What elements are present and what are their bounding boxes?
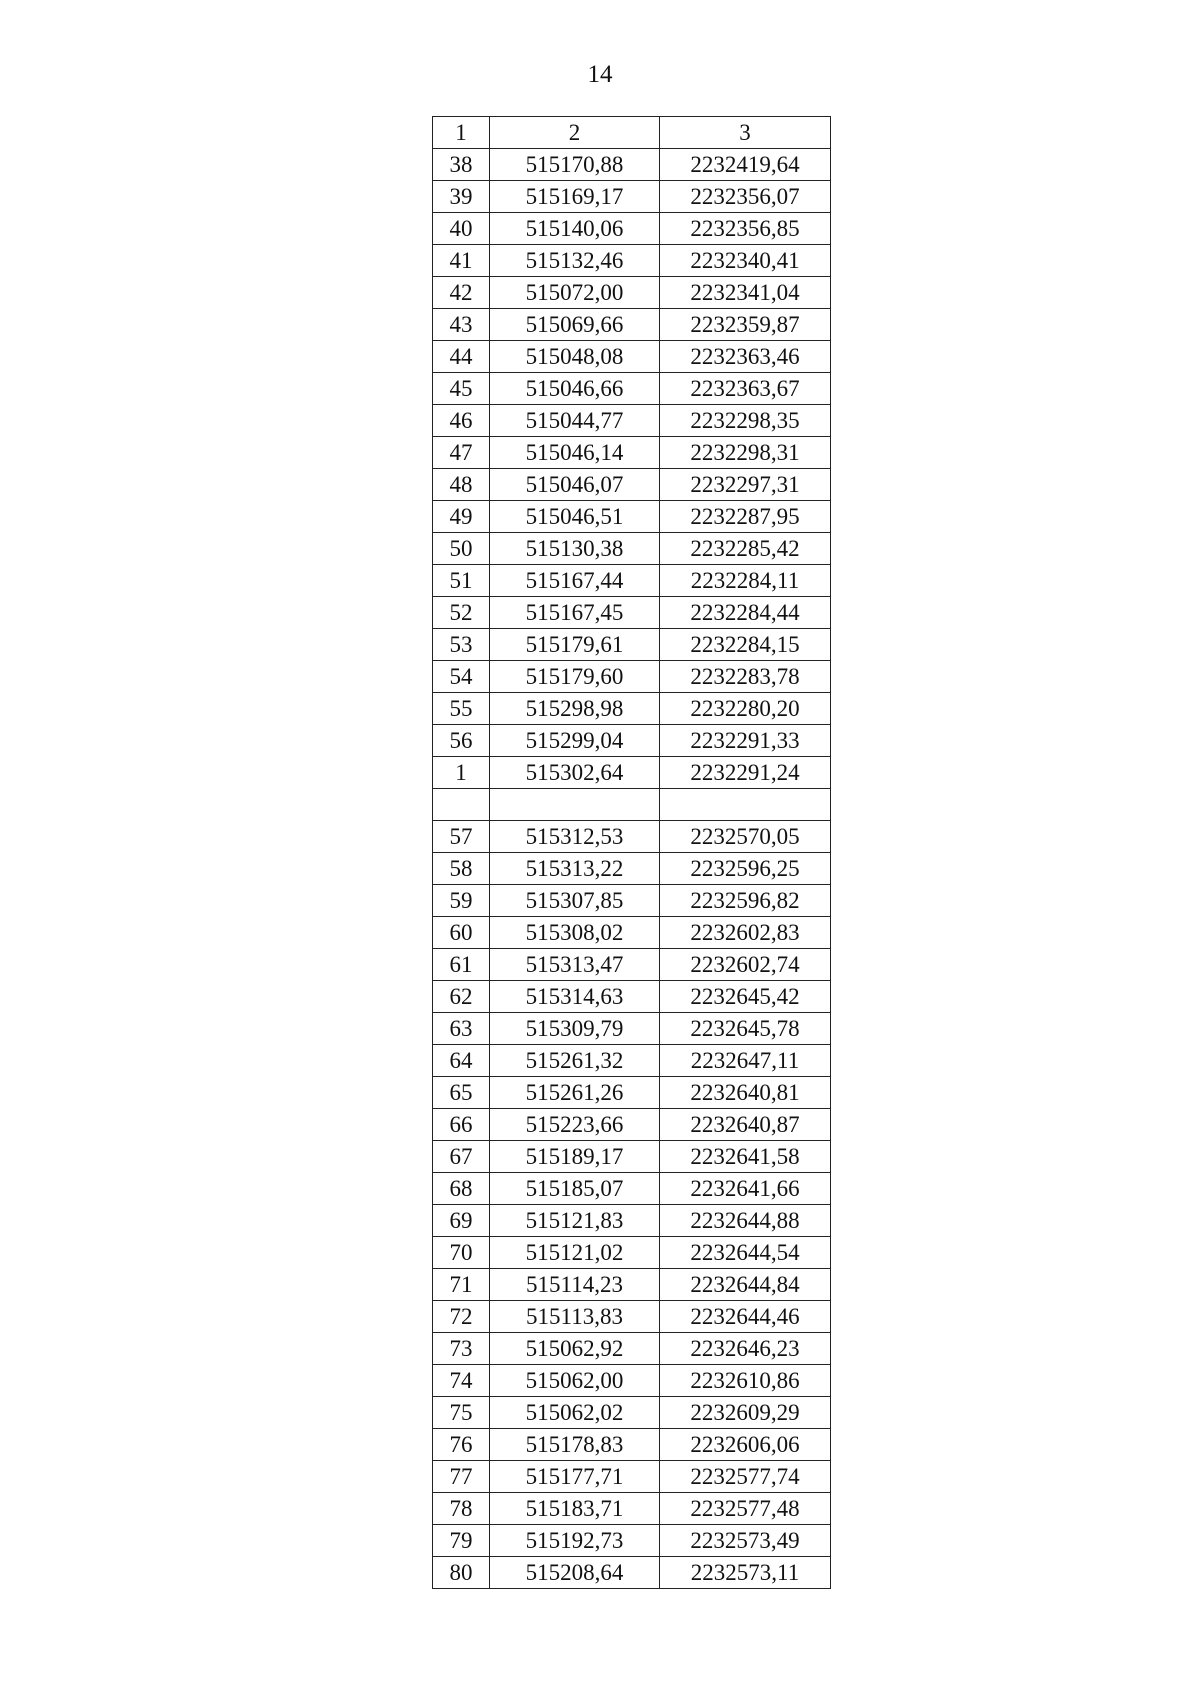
x-coordinate-cell: 515179,60 [490,661,660,693]
point-number-cell: 49 [433,501,490,533]
table-row [433,1525,831,1557]
y-coordinate-cell: 2232287,95 [660,501,831,533]
table-row [433,1237,831,1269]
x-coordinate-cell: 515261,32 [490,1045,660,1077]
table-header-row [433,117,831,149]
x-coordinate-cell [490,789,660,821]
y-coordinate-cell: 2232297,31 [660,469,831,501]
y-coordinate-cell: 2232291,24 [660,757,831,789]
x-coordinate-cell: 515072,00 [490,277,660,309]
y-coordinate-cell: 2232283,78 [660,661,831,693]
point-number-cell: 73 [433,1333,490,1365]
table-row [433,245,831,277]
point-number-cell [433,789,490,821]
x-coordinate-cell: 515167,45 [490,597,660,629]
table-row [433,1173,831,1205]
table-row [433,309,831,341]
table-row [433,885,831,917]
table-row [433,1269,831,1301]
point-number-cell: 77 [433,1461,490,1493]
table-row [433,1045,831,1077]
point-number-cell: 75 [433,1397,490,1429]
table-row [433,1077,831,1109]
x-coordinate-cell: 515113,83 [490,1301,660,1333]
y-coordinate-cell: 2232573,11 [660,1557,831,1589]
x-coordinate-cell: 515170,88 [490,149,660,181]
y-coordinate-cell: 2232285,42 [660,533,831,565]
y-coordinate-cell: 2232641,58 [660,1141,831,1173]
table-row [433,1301,831,1333]
x-coordinate-cell: 515046,66 [490,373,660,405]
x-coordinate-cell: 515044,77 [490,405,660,437]
x-coordinate-cell: 515114,23 [490,1269,660,1301]
table-row [433,1205,831,1237]
x-coordinate-cell: 515069,66 [490,309,660,341]
y-coordinate-cell: 2232645,42 [660,981,831,1013]
y-coordinate-cell: 2232610,86 [660,1365,831,1397]
point-number-cell: 79 [433,1525,490,1557]
x-coordinate-cell: 515130,38 [490,533,660,565]
x-coordinate-cell: 515121,83 [490,1205,660,1237]
y-coordinate-cell: 2232298,35 [660,405,831,437]
point-number-cell: 76 [433,1429,490,1461]
point-number-cell: 61 [433,949,490,981]
y-coordinate-cell: 2232570,05 [660,821,831,853]
table-row [433,853,831,885]
y-coordinate-cell: 2232298,31 [660,437,831,469]
point-number-cell: 47 [433,437,490,469]
point-number-cell: 74 [433,1365,490,1397]
point-number-cell: 64 [433,1045,490,1077]
x-coordinate-cell: 515046,51 [490,501,660,533]
x-coordinate-cell: 515046,14 [490,437,660,469]
x-coordinate-cell: 515261,26 [490,1077,660,1109]
point-number-cell: 40 [433,213,490,245]
y-coordinate-cell: 2232363,67 [660,373,831,405]
table-row [433,1557,831,1589]
x-coordinate-cell: 515189,17 [490,1141,660,1173]
point-number-cell: 52 [433,597,490,629]
point-number-cell: 1 [433,757,490,789]
x-coordinate-cell: 515309,79 [490,1013,660,1045]
point-number-cell: 39 [433,181,490,213]
table-row [433,501,831,533]
table-row [433,981,831,1013]
x-coordinate-cell: 515299,04 [490,725,660,757]
table-row [433,1429,831,1461]
x-coordinate-cell: 515298,98 [490,693,660,725]
point-number-cell: 62 [433,981,490,1013]
y-coordinate-cell: 2232340,41 [660,245,831,277]
x-coordinate-cell: 515312,53 [490,821,660,853]
table-row [433,437,831,469]
table-row [433,533,831,565]
point-number-cell: 68 [433,1173,490,1205]
table-row [433,757,831,789]
y-coordinate-cell: 2232356,85 [660,213,831,245]
y-coordinate-cell: 2232647,11 [660,1045,831,1077]
x-coordinate-cell: 515062,00 [490,1365,660,1397]
table-row [433,821,831,853]
x-coordinate-cell: 515178,83 [490,1429,660,1461]
point-number-cell: 45 [433,373,490,405]
y-coordinate-cell: 2232577,74 [660,1461,831,1493]
table-row [433,181,831,213]
table-row [433,693,831,725]
y-coordinate-cell: 2232341,04 [660,277,831,309]
table-row [433,597,831,629]
point-number-cell: 41 [433,245,490,277]
table-row [433,1461,831,1493]
column-header-y: 3 [660,117,831,149]
table-row [433,373,831,405]
table-row [433,1333,831,1365]
point-number-cell: 56 [433,725,490,757]
table-row [433,1141,831,1173]
y-coordinate-cell: 2232596,25 [660,853,831,885]
y-coordinate-cell: 2232284,44 [660,597,831,629]
y-coordinate-cell [660,789,831,821]
x-coordinate-cell: 515140,06 [490,213,660,245]
table-row [433,1397,831,1429]
x-coordinate-cell: 515302,64 [490,757,660,789]
table-row [433,341,831,373]
y-coordinate-cell: 2232356,07 [660,181,831,213]
point-number-cell: 43 [433,309,490,341]
table-row [433,949,831,981]
x-coordinate-cell: 515121,02 [490,1237,660,1269]
point-number-cell: 53 [433,629,490,661]
point-number-cell: 78 [433,1493,490,1525]
point-number-cell: 51 [433,565,490,597]
table-body [433,149,831,1589]
y-coordinate-cell: 2232573,49 [660,1525,831,1557]
x-coordinate-cell: 515185,07 [490,1173,660,1205]
table-row [433,725,831,757]
table-row [433,213,831,245]
column-header-x: 2 [490,117,660,149]
y-coordinate-cell: 2232644,46 [660,1301,831,1333]
point-number-cell: 70 [433,1237,490,1269]
y-coordinate-cell: 2232609,29 [660,1397,831,1429]
table-row [433,629,831,661]
point-number-cell: 55 [433,693,490,725]
x-coordinate-cell: 515048,08 [490,341,660,373]
y-coordinate-cell: 2232602,83 [660,917,831,949]
y-coordinate-cell: 2232606,06 [660,1429,831,1461]
table-row [433,1109,831,1141]
y-coordinate-cell: 2232646,23 [660,1333,831,1365]
x-coordinate-cell: 515313,47 [490,949,660,981]
y-coordinate-cell: 2232577,48 [660,1493,831,1525]
point-number-cell: 66 [433,1109,490,1141]
x-coordinate-cell: 515314,63 [490,981,660,1013]
column-header-point: 1 [433,117,490,149]
point-number-cell: 46 [433,405,490,437]
x-coordinate-cell: 515167,44 [490,565,660,597]
table-row [433,565,831,597]
x-coordinate-cell: 515183,71 [490,1493,660,1525]
y-coordinate-cell: 2232602,74 [660,949,831,981]
point-number-cell: 44 [433,341,490,373]
point-number-cell: 63 [433,1013,490,1045]
point-number-cell: 57 [433,821,490,853]
x-coordinate-cell: 515223,66 [490,1109,660,1141]
y-coordinate-cell: 2232419,64 [660,149,831,181]
y-coordinate-cell: 2232644,88 [660,1205,831,1237]
x-coordinate-cell: 515062,02 [490,1397,660,1429]
y-coordinate-cell: 2232641,66 [660,1173,831,1205]
point-number-cell: 58 [433,853,490,885]
y-coordinate-cell: 2232645,78 [660,1013,831,1045]
y-coordinate-cell: 2232644,54 [660,1237,831,1269]
point-number-cell: 60 [433,917,490,949]
x-coordinate-cell: 515313,22 [490,853,660,885]
point-number-cell: 59 [433,885,490,917]
table-row [433,661,831,693]
y-coordinate-cell: 2232291,33 [660,725,831,757]
x-coordinate-cell: 515169,17 [490,181,660,213]
y-coordinate-cell: 2232363,46 [660,341,831,373]
y-coordinate-cell: 2232359,87 [660,309,831,341]
table-row [433,917,831,949]
y-coordinate-cell: 2232640,81 [660,1077,831,1109]
table-row [433,149,831,181]
point-number-cell: 72 [433,1301,490,1333]
y-coordinate-cell: 2232284,15 [660,629,831,661]
y-coordinate-cell: 2232284,11 [660,565,831,597]
point-number-cell: 50 [433,533,490,565]
point-number-cell: 42 [433,277,490,309]
y-coordinate-cell: 2232596,82 [660,885,831,917]
point-number-cell: 54 [433,661,490,693]
y-coordinate-cell: 2232280,20 [660,693,831,725]
x-coordinate-cell: 515046,07 [490,469,660,501]
table-row [433,1365,831,1397]
y-coordinate-cell: 2232640,87 [660,1109,831,1141]
y-coordinate-cell: 2232644,84 [660,1269,831,1301]
point-number-cell: 38 [433,149,490,181]
coordinates-table [432,116,831,1589]
table-row [433,1493,831,1525]
point-number-cell: 69 [433,1205,490,1237]
x-coordinate-cell: 515179,61 [490,629,660,661]
x-coordinate-cell: 515062,92 [490,1333,660,1365]
page-number: 14 [587,61,613,88]
x-coordinate-cell: 515208,64 [490,1557,660,1589]
point-number-cell: 65 [433,1077,490,1109]
x-coordinate-cell: 515177,71 [490,1461,660,1493]
table-row [433,1013,831,1045]
point-number-cell: 80 [433,1557,490,1589]
table-row [433,469,831,501]
table-row [433,405,831,437]
x-coordinate-cell: 515308,02 [490,917,660,949]
x-coordinate-cell: 515132,46 [490,245,660,277]
x-coordinate-cell: 515192,73 [490,1525,660,1557]
point-number-cell: 71 [433,1269,490,1301]
point-number-cell: 67 [433,1141,490,1173]
x-coordinate-cell: 515307,85 [490,885,660,917]
point-number-cell: 48 [433,469,490,501]
table-row [433,789,831,821]
table-row [433,277,831,309]
